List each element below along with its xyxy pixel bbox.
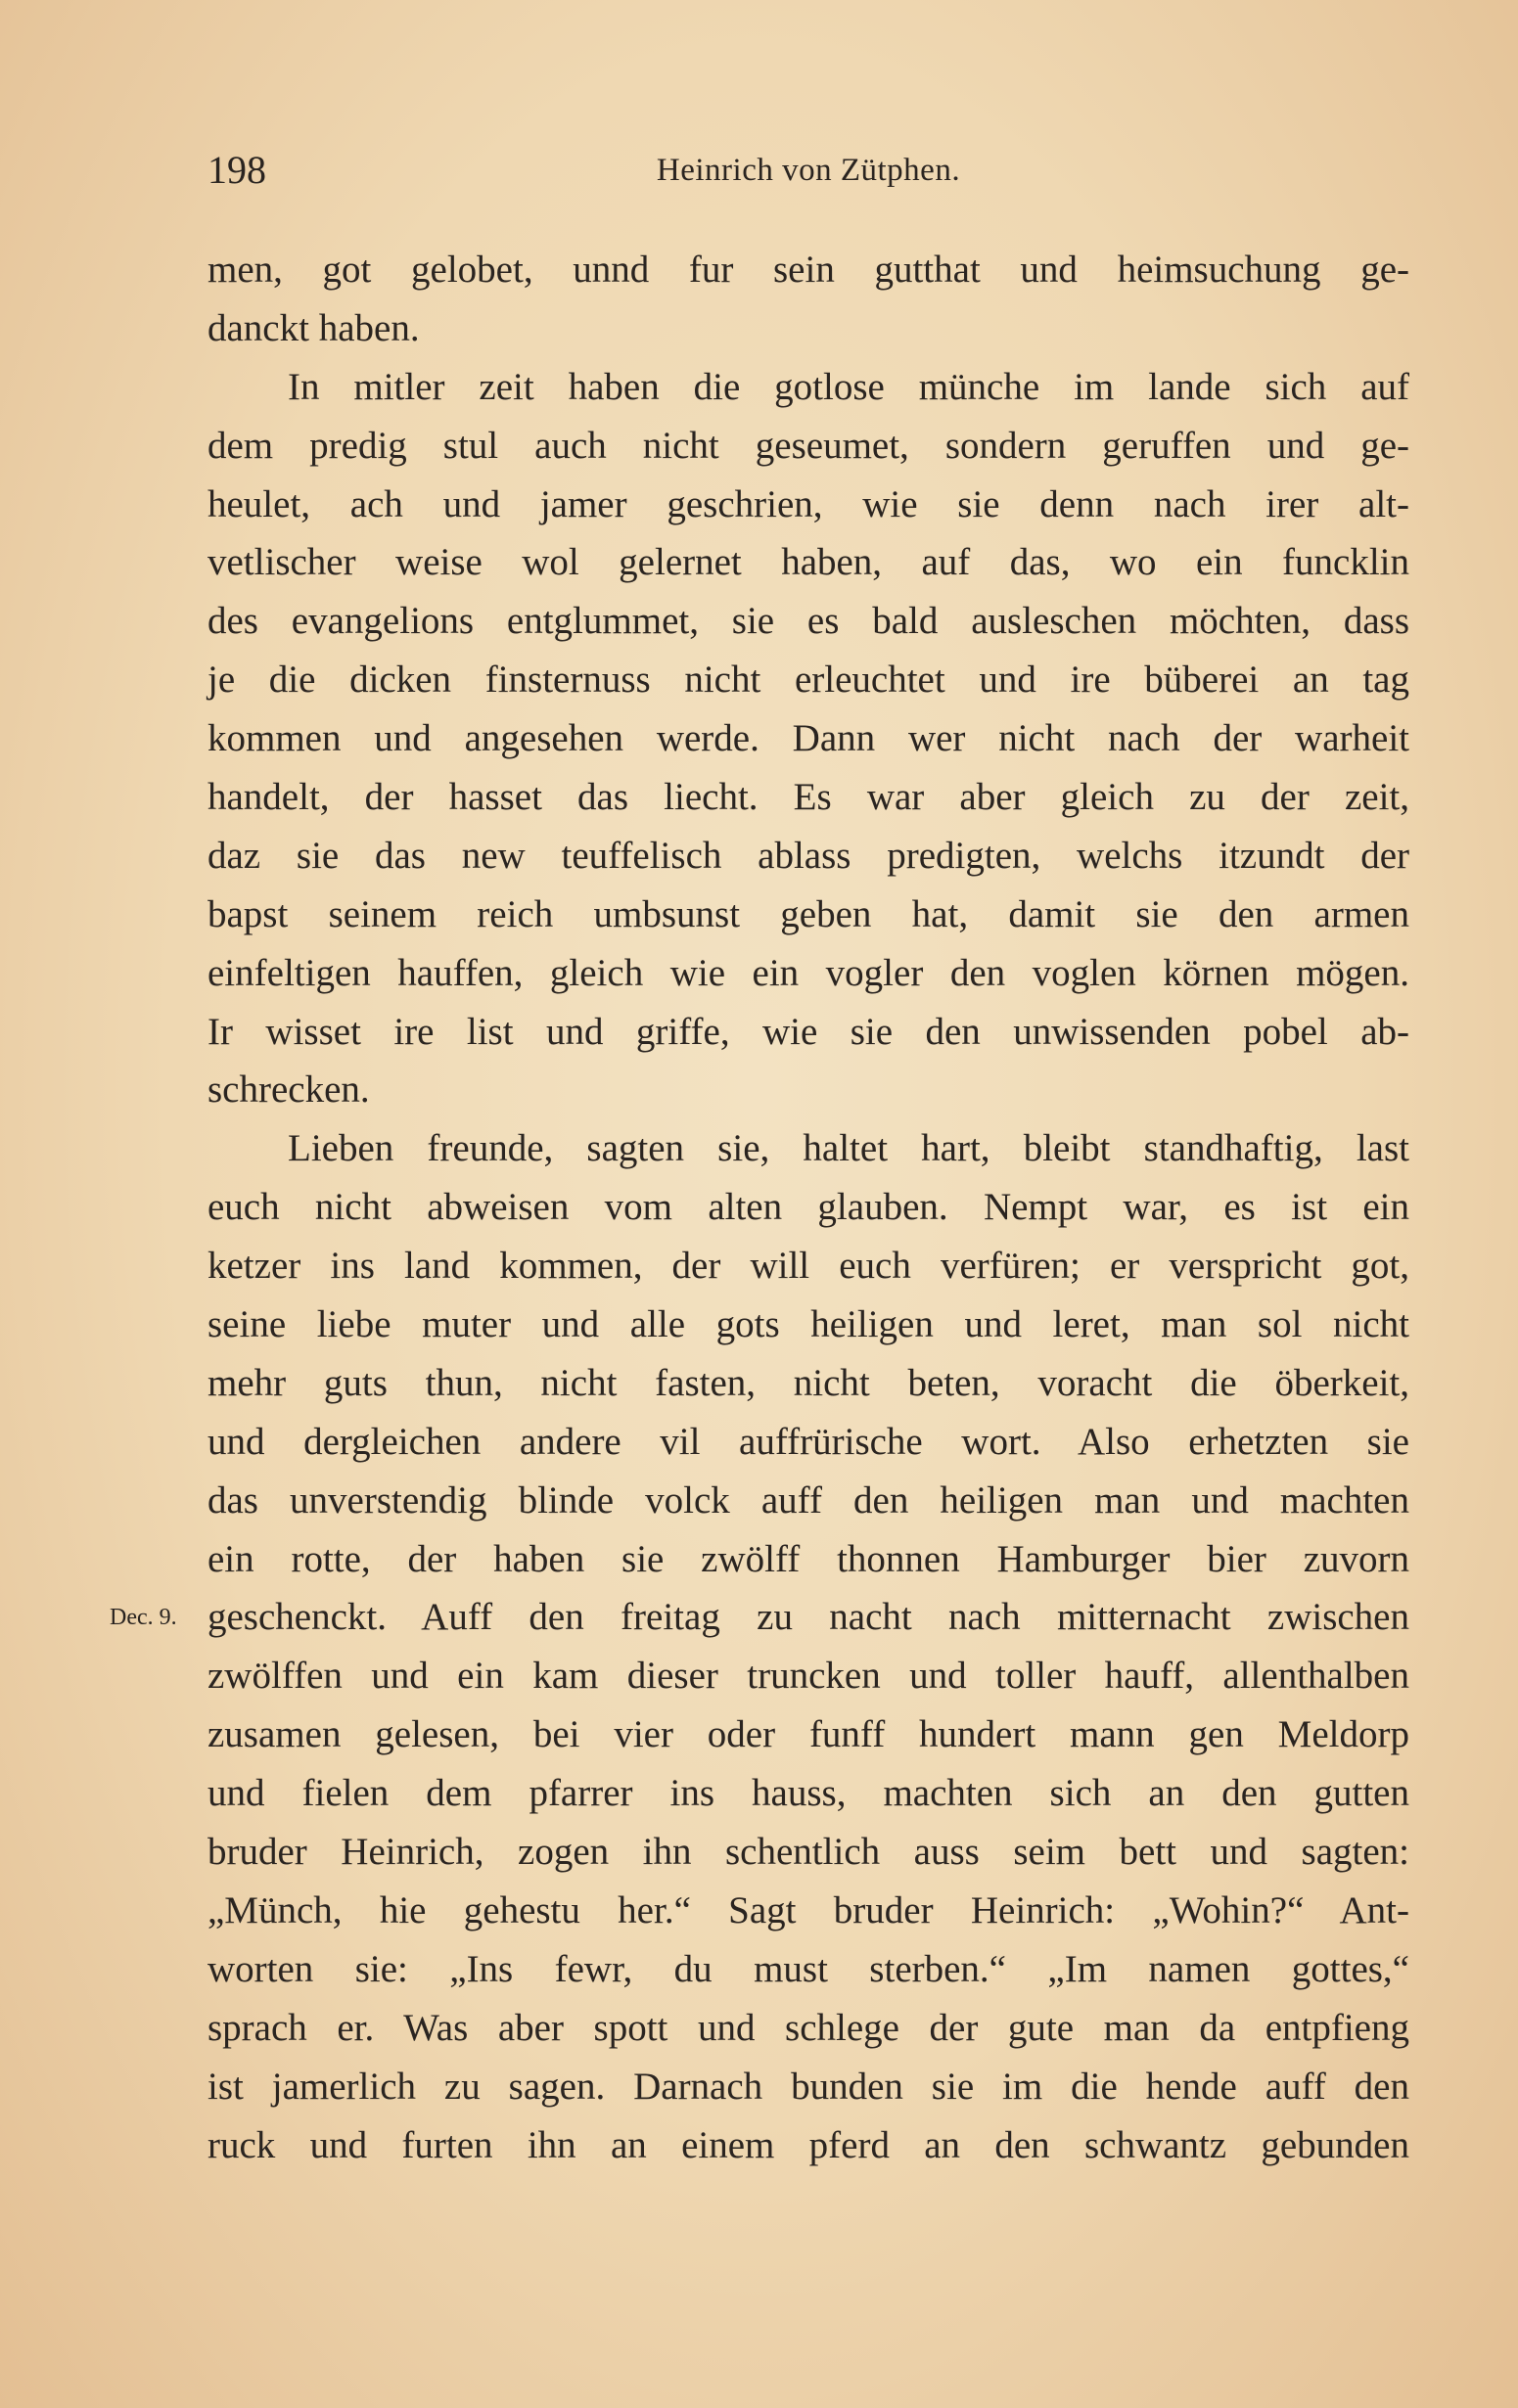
text-line: ein rotte, der haben sie zwölff thonnen Hamburger bier zuvorn	[207, 1537, 1409, 1580]
text-line: heulet, ach und jamer geschrien, wie sie denn nach irer alt-	[207, 482, 1409, 525]
text-line: und fielen dem pfarrer ins hauss, machten sich an den gutten	[207, 1772, 1409, 1815]
text-line: Lieben freunde, sagten sie, haltet hart, bleibt standhaftig, last	[288, 1127, 1409, 1170]
text-line: bapst seinem reich umbsunst geben hat, damit sie den armen	[207, 892, 1409, 935]
running-title: Heinrich von Zütphen.	[656, 153, 961, 188]
text-line: zusamen gelesen, bei vier oder funff hundert mann gen Meldorp	[207, 1713, 1409, 1756]
text-line: des evangelions entglummet, sie es bald ausleschen möchten, dass	[207, 600, 1409, 643]
text-line: In mitler zeit haben die gotlose münche im lande sich auf	[288, 365, 1409, 408]
text-line: ketzer ins land kommen, der will euch verfüren; er verspricht got,	[207, 1245, 1409, 1288]
text-line: mehr guts thun, nicht fasten, nicht beten, voracht die öberkeit,	[207, 1361, 1409, 1404]
text-line: euch nicht abweisen vom alten glauben. Nempt war, es ist ein	[207, 1186, 1409, 1229]
text-line: sprach er. Was aber spott und schlege der gute man da entpfieng	[207, 2006, 1409, 2049]
text-line: ist jamerlich zu sagen. Darnach bunden sie im die hende auff den	[207, 2065, 1409, 2108]
text-line: und dergleichen andere vil auffrürische wort. Also erhetzten sie	[207, 1420, 1409, 1463]
text-line: „Münch, hie gehestu her.“ Sagt bruder Heinrich: „Wohin?“ Ant-	[207, 1888, 1409, 1931]
text-line: einfeltigen hauffen, gleich wie ein vogler den voglen körnen mögen.	[207, 951, 1409, 994]
text-line: je die dicken finsternuss nicht erleuchtet und ire büberei an tag	[207, 659, 1409, 702]
text-line: worten sie: „Ins fewr, du must sterben.“ „Im namen gottes,“	[207, 1947, 1409, 1990]
text-line: ruck und furten ihn an einem pferd an den schwantz gebunden	[207, 2123, 1409, 2166]
text-line: dem predig stul auch nicht geseumet, sondern geruffen und ge-	[207, 424, 1409, 467]
text-line: schrecken.	[207, 1068, 370, 1112]
page-number: 198	[207, 148, 266, 192]
text-line: Ir wisset ire list und griffe, wie sie den unwissenden pobel ab-	[207, 1010, 1409, 1053]
text-line: geschenckt. Auff den freitag zu nacht nach mitternacht zwischen	[207, 1596, 1409, 1639]
text-line: handelt, der hasset das liecht. Es war aber gleich zu der zeit,	[207, 776, 1409, 819]
text-line: zwölffen und ein kam dieser truncken und toller hauff, allenthalben	[207, 1655, 1409, 1698]
margin-note: Dec. 9.	[110, 1604, 177, 1630]
text-line: das unverstendig blinde volck auff den heiligen man und machten	[207, 1478, 1409, 1522]
body-text	[207, 241, 1409, 2174]
text-line: danckt haben.	[207, 306, 420, 349]
text-line: bruder Heinrich, zogen ihn schentlich auss seim bett und sagten:	[207, 1831, 1409, 1874]
text-line: vetlischer weise wol gelernet haben, auf das, wo ein funcklin	[207, 541, 1409, 584]
text-line: daz sie das new teuffelisch ablass predigten, welchs itzundt der	[207, 834, 1409, 877]
text-line: seine liebe muter und alle gots heiligen und leret, man sol nicht	[207, 1303, 1409, 1346]
text-line: kommen und angesehen werde. Dann wer nicht nach der warheit	[207, 717, 1409, 760]
text-line: men, got gelobet, unnd fur sein gutthat und heimsuchung ge-	[207, 249, 1409, 291]
